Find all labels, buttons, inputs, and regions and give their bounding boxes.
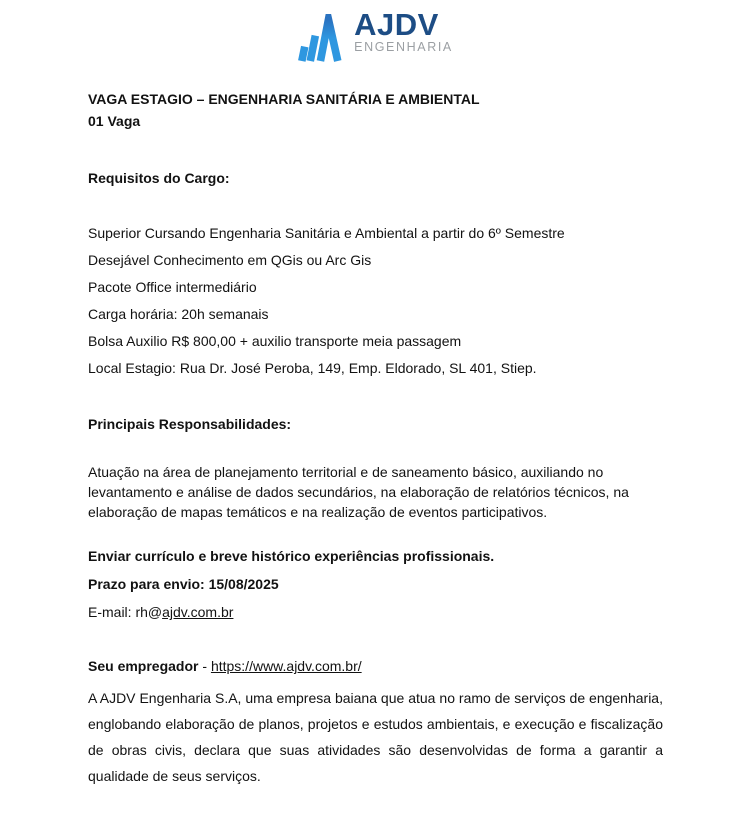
employer-separator: - [198, 658, 211, 674]
requirement-item: Local Estagio: Rua Dr. José Peroba, 149, Emp. Eldorado, SL 401, Stiep. [88, 360, 537, 376]
email-prefix: E-mail: rh@ [88, 604, 163, 620]
employer-description: A AJDV Engenharia S.A, uma empresa baiana que atua no ramo de serviços de engenharia, englobando elaboração de planos, projetos e estudos ambientais, e execução e fiscalização de obras civis, declara que suas atividades são desenvolvidas de forma a garantir a qualidade de seus serviços. [88, 690, 663, 784]
logo-wordmark: AJDV [354, 7, 439, 42]
requirement-item: Carga horária: 20h semanais [88, 306, 269, 322]
employer-line [88, 657, 663, 675]
document-body [0, 90, 751, 789]
requirement-item: Bolsa Auxilio R$ 800,00 + auxilio transporte meia passagem [88, 333, 462, 349]
responsibilities-heading: Principais Responsabilidades: [88, 416, 292, 432]
application-deadline: Prazo para envio: 15/08/2025 [88, 576, 279, 592]
employer-heading: Seu empregador [88, 658, 199, 674]
logo-text [354, 7, 453, 54]
email-link[interactable]: ajdv.com.br [162, 604, 234, 620]
ajdv-peaks-icon [298, 14, 342, 64]
email-line [88, 603, 663, 621]
employer-website-link[interactable]: https://www.ajdv.com.br/ [210, 658, 362, 674]
requirements-heading: Requisitos do Cargo: [88, 170, 230, 186]
vacancy-count: 01 Vaga [88, 113, 141, 129]
page-title: VAGA ESTAGIO – ENGENHARIA SANITÁRIA E AMBIENTAL [88, 91, 480, 107]
logo-subtitle: ENGENHARIA [354, 40, 453, 54]
requirement-item: Desejável Conhecimento em QGis ou Arc Gis [88, 252, 372, 268]
application-instruction: Enviar currículo e breve histórico experiências profissionais. [88, 548, 495, 564]
company-logo [0, 7, 751, 70]
responsibilities-text: Atuação na área de planejamento territorial e de saneamento básico, auxiliando no levantamento e análise de dados secundários, na elaboração de relatórios técnicos, na elaboração de mapas temáticos e na realização de eventos participativos. [88, 464, 629, 520]
requirement-item: Superior Cursando Engenharia Sanitária e Ambiental a partir do 6º Semestre [88, 225, 565, 241]
requirement-item: Pacote Office intermediário [88, 279, 257, 295]
